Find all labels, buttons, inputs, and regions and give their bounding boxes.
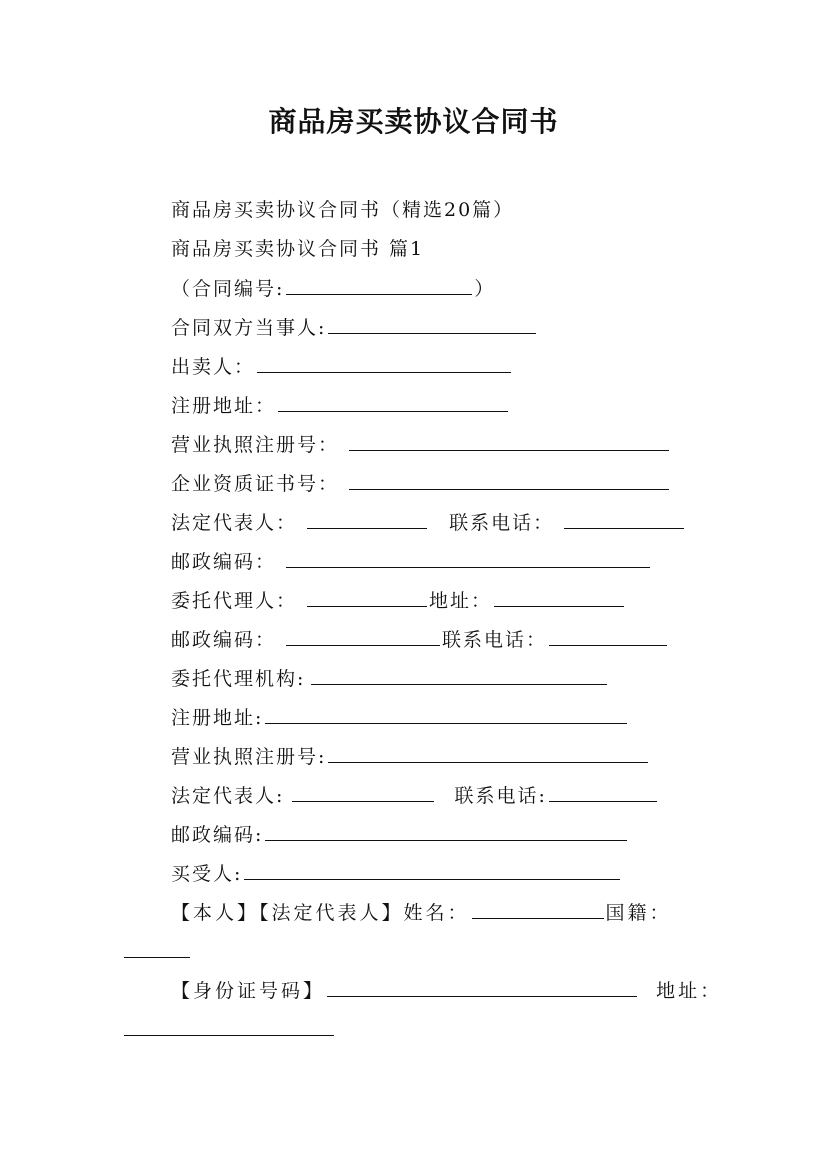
postcode-blank[interactable]	[286, 549, 650, 568]
legal-rep-line	[171, 510, 686, 535]
legal-rep-label-2: 法定代表人:	[171, 785, 285, 807]
address-continuation	[124, 1017, 334, 1042]
postcode-phone-line	[171, 627, 669, 652]
license-line	[171, 432, 671, 457]
contract-number-line	[171, 276, 495, 301]
seller-label: 出卖人：	[171, 356, 256, 378]
contract-no-blank[interactable]	[286, 276, 472, 295]
parties-line	[171, 315, 538, 340]
reg-address-label: 注册地址：	[171, 395, 277, 417]
license-no-blank-2[interactable]	[328, 744, 648, 763]
postcode-line	[171, 549, 652, 574]
address-blank-2[interactable]	[124, 1017, 334, 1036]
phone-blank[interactable]	[564, 510, 684, 529]
document-title: 商品房买卖协议合同书	[268, 105, 559, 138]
contract-no-close: ）	[474, 278, 496, 300]
phone-blank-2[interactable]	[549, 627, 667, 646]
address-label: 地址：	[429, 590, 493, 612]
postcode-label: 邮政编码：	[171, 551, 277, 573]
buyer-name-blank[interactable]	[472, 900, 604, 919]
agent-label: 委托代理人：	[171, 590, 298, 612]
reg-address-blank-2[interactable]	[265, 705, 627, 724]
nationality-continuation	[124, 939, 190, 964]
agent-blank[interactable]	[307, 588, 427, 607]
postcode-label-3: 邮政编码:	[171, 824, 264, 846]
nationality-label: 国籍：	[605, 902, 672, 924]
postcode-blank-2[interactable]	[286, 627, 440, 646]
phone-label: 联系电话：	[449, 512, 555, 534]
agency-label: 委托代理机构:	[171, 668, 306, 690]
qualification-blank[interactable]	[349, 471, 669, 490]
contract-no-label: （合同编号:	[171, 278, 285, 300]
buyer-line	[171, 861, 622, 886]
parties-blank[interactable]	[328, 315, 536, 334]
postcode-label-2: 邮政编码：	[171, 629, 277, 651]
reg-address-label-2: 注册地址:	[171, 707, 264, 729]
agency-line	[171, 666, 609, 691]
nationality-blank[interactable]	[124, 939, 190, 958]
document-subtitle: 商品房买卖协议合同书（精选20篇）	[171, 199, 515, 221]
buyer-identity-label: 【本人】【法定代表人】姓名：	[171, 902, 470, 924]
legal-rep-blank[interactable]	[307, 510, 427, 529]
buyer-blank[interactable]	[244, 861, 620, 880]
phone-label-2: 联系电话：	[442, 629, 548, 651]
qualification-line	[171, 471, 671, 496]
legal-rep-label: 法定代表人：	[171, 512, 298, 534]
agency-blank[interactable]	[311, 666, 607, 685]
reg-address-blank[interactable]	[278, 393, 508, 412]
id-no-label: 【身份证号码】	[171, 980, 326, 1002]
postcode-blank-3[interactable]	[265, 822, 627, 841]
address-label-2: 地址：	[656, 980, 723, 1002]
license-no-label: 营业执照注册号：	[171, 434, 340, 456]
legal-rep-line-2	[171, 783, 659, 808]
license-no-label-2: 营业执照注册号:	[171, 746, 327, 768]
reg-address-line-2	[171, 705, 629, 730]
agent-line	[171, 588, 626, 613]
seller-line	[171, 354, 513, 379]
article-heading: 商品房买卖协议合同书 篇1	[171, 238, 425, 260]
buyer-identity-line	[171, 900, 672, 925]
buyer-label: 买受人:	[171, 863, 243, 885]
legal-rep-blank-2[interactable]	[292, 783, 434, 802]
license-no-blank[interactable]	[349, 432, 669, 451]
qualification-label: 企业资质证书号：	[171, 473, 340, 495]
address-blank[interactable]	[494, 588, 624, 607]
seller-blank[interactable]	[257, 354, 511, 373]
parties-label: 合同双方当事人:	[171, 317, 327, 339]
phone-label-3: 联系电话:	[454, 785, 547, 807]
postcode-line-3	[171, 822, 629, 847]
id-number-line	[171, 978, 722, 1003]
phone-blank-3[interactable]	[549, 783, 657, 802]
id-no-blank[interactable]	[327, 978, 637, 997]
reg-address-line	[171, 393, 510, 418]
license-line-2	[171, 744, 650, 769]
